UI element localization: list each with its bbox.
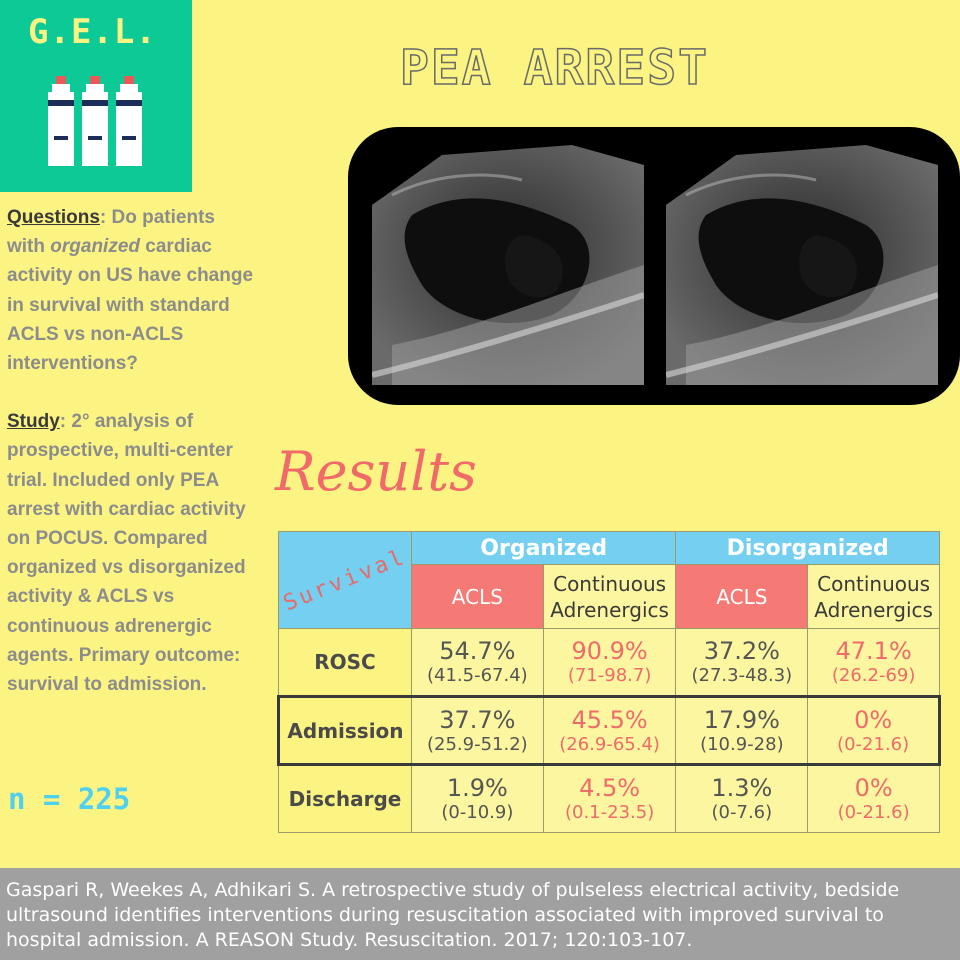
study-summary	[7, 203, 257, 699]
table-cell: 37.7% (25.9-51.2)	[411, 697, 543, 765]
table-cell: 1.9% (0-10.9)	[411, 765, 543, 833]
group-header-disorganized: Disorganized	[676, 532, 940, 565]
table-cell: 54.7% (41.5-67.4)	[411, 629, 543, 697]
questions-text-b: cardiac activity on US have change in survival with standard ACLS vs non-ACLS interventions?	[7, 236, 254, 375]
subheader-acls: ACLS	[676, 565, 808, 629]
ultrasound-media	[348, 127, 960, 405]
page-title: PEA ARREST	[400, 40, 709, 96]
results-table	[277, 531, 941, 833]
row-label-discharge: Discharge	[279, 765, 412, 833]
table-cell: 47.1% (26.2-69)	[808, 629, 940, 697]
group-header-organized: Organized	[411, 532, 676, 565]
medication-bottle-icon	[48, 76, 74, 166]
subheader-continuous-adrenergics: Continuous Adrenergics	[808, 565, 940, 629]
row-label-admission: Admission	[279, 697, 412, 765]
table-cell: 37.2% (27.3-48.3)	[676, 629, 808, 697]
ultrasound-image-left	[372, 145, 644, 385]
table-cell: 4.5% (0.1-23.5)	[543, 765, 676, 833]
row-label-rosc: ROSC	[279, 629, 412, 697]
study-text: : 2° analysis of prospective, multi-center trial. Included only PEA arrest with cardiac activity on POCUS. Compared organized vs disorganized activity & ACLS vs continuous adrenergic agents. Primary outcome: survival to admission.	[7, 411, 246, 696]
table-row	[279, 629, 940, 697]
survival-label: Survival	[280, 544, 410, 616]
questions-text-a: : Do patients with	[7, 207, 215, 258]
table-row-highlighted	[279, 697, 940, 765]
results-heading: Results	[275, 440, 477, 503]
logo-text: G.E.L.	[28, 12, 157, 52]
questions-label: Questions	[7, 207, 100, 228]
logo-panel	[0, 0, 192, 192]
table-row	[279, 765, 940, 833]
medication-bottle-icon	[82, 76, 108, 166]
citation: Gaspari R, Weekes A, Adhikari S. A retrospective study of pulseless electrical activity, bedside ultrasound identifies interventions during resuscitation associated with improved survival to hospital admission. A REASON Study. Resuscitation. 2017; 120:103-107.	[0, 868, 960, 960]
study-paragraph	[7, 407, 257, 699]
table-cell: 1.3% (0-7.6)	[676, 765, 808, 833]
table-corner	[279, 532, 412, 629]
table-cell: 0% (0-21.6)	[808, 765, 940, 833]
subheader-acls: ACLS	[411, 565, 543, 629]
table-cell: 90.9% (71-98.7)	[543, 629, 676, 697]
questions-emphasis: organized	[50, 236, 141, 258]
questions-paragraph	[7, 203, 257, 378]
study-label: Study	[7, 411, 60, 433]
table-cell: 17.9% (10.9-28)	[676, 697, 808, 765]
ultrasound-image-right	[666, 145, 938, 385]
sample-size: n = 225	[8, 782, 131, 816]
medication-bottle-icon	[116, 76, 142, 166]
table-cell: 0% (0-21.6)	[808, 697, 940, 765]
subheader-continuous-adrenergics: Continuous Adrenergics	[543, 565, 676, 629]
table-cell: 45.5% (26.9-65.4)	[543, 697, 676, 765]
